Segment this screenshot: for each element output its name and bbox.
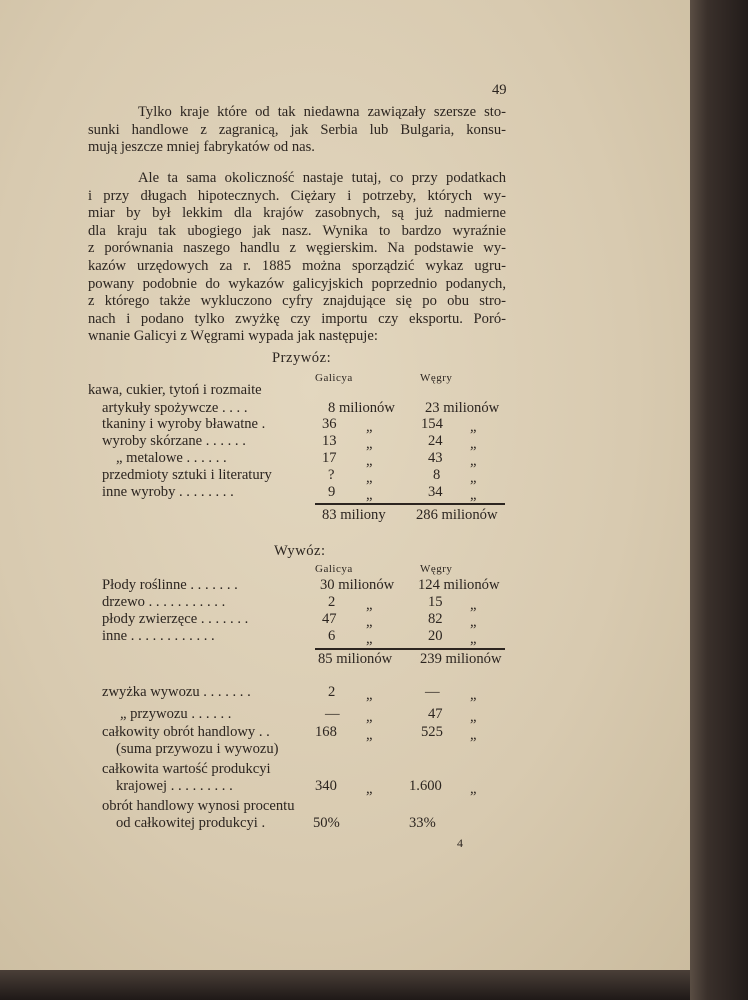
ditto-mark: „ [470, 781, 477, 797]
row-label: wyroby skórzane . . . . . . [102, 433, 246, 449]
export-heading: Wywóz: [274, 543, 326, 559]
cell-galicia: 50% [313, 815, 340, 831]
cell-hungary: 33% [409, 815, 436, 831]
text-line: z którego także wykluczono cyfry znajdujące się po obu stro- [88, 293, 506, 310]
export-total-galicia: 85 milionów [318, 651, 393, 667]
row-label: zwyżka wywozu . . . . . . . [102, 684, 251, 700]
cell-galicia: 8 milionów [328, 400, 395, 416]
ditto-mark: „ [366, 781, 373, 797]
text-line: sunki handlowe z zagranicą, jak Serbia lub Bulgaria, konsu- [88, 121, 506, 138]
text-line: miar by był lekkim dla krajów zasobnych, są już nadmierne [88, 205, 506, 222]
row-label: tkaniny i wyroby bławatne . [102, 416, 266, 432]
text-line: dla kraju tak ubogiego jak nasz. Wynika to bardzo wyraźnie [88, 222, 506, 239]
text-line: powany podobnie do wykazów galicyjskich poprzednio podanych, [88, 275, 506, 292]
cell-hungary: 124 milionów [418, 577, 500, 593]
cell-hungary: 34 [428, 484, 443, 500]
row-label: obrót handlowy wynosi procentu [102, 798, 295, 814]
import-col-galicia: Galicya [315, 372, 353, 384]
ditto-mark: „ [366, 709, 373, 725]
row-label: Płody roślinne . . . . . . . [102, 577, 238, 593]
cell-galicia: 9 [328, 484, 336, 500]
row-label: od całkowitej produkcyi . [116, 815, 266, 831]
text-line: i przy długach hipotecznych. Ciężary i potrzeby, których wy- [88, 187, 506, 204]
cell-galicia: 2 [328, 594, 336, 610]
text-line: Ale ta sama okoliczność nastaje tutaj, co przy podatkach [138, 170, 506, 186]
text-line: mują jeszcze mniej fabrykatów od nas. [88, 139, 315, 156]
ditto-mark: „ [366, 436, 373, 452]
ditto-mark: „ [470, 614, 477, 630]
cell-galicia: 168 [315, 724, 337, 740]
cell-galicia: 36 [322, 416, 337, 432]
cell-galicia: 2 [328, 684, 336, 700]
cell-galicia: 30 milionów [320, 577, 395, 593]
row-label: całkowity obrót handlowy . . [102, 724, 270, 740]
paragraph-2 [88, 170, 506, 346]
row-label: płody zwierzęce . . . . . . . [102, 611, 249, 627]
book-spine [690, 0, 748, 1000]
ditto-mark: „ [366, 727, 373, 743]
cell-hungary: 1.600 [409, 778, 442, 794]
import-col-hungary: Węgry [420, 372, 453, 384]
cell-hungary: 15 [428, 594, 443, 610]
ditto-mark: „ [470, 631, 477, 647]
cell-galicia: — [325, 706, 340, 722]
cell-hungary: 47 [428, 706, 443, 722]
ditto-mark: „ [470, 687, 477, 703]
ditto-mark: „ [470, 709, 477, 725]
ditto-mark: „ [470, 419, 477, 435]
ditto-mark: „ [366, 614, 373, 630]
export-col-galicia: Galicya [315, 563, 353, 575]
cell-galicia: 6 [328, 628, 336, 644]
row-label: „ przywozu . . . . . . [120, 706, 232, 722]
ditto-mark: „ [470, 727, 477, 743]
row-label: inne . . . . . . . . . . . . [102, 628, 215, 644]
cell-hungary: 82 [428, 611, 443, 627]
row-label: (suma przywozu i wywozu) [116, 741, 279, 757]
ditto-mark: „ [366, 687, 373, 703]
ditto-mark: „ [470, 487, 477, 503]
cell-hungary: 525 [421, 724, 443, 740]
cell-hungary: 23 milionów [425, 400, 500, 416]
total-rule [315, 648, 505, 650]
cell-hungary: 20 [428, 628, 443, 644]
page-bottom-edge [0, 970, 690, 1000]
text-line: nach i podano tylko zwyżkę czy importu czy eksportu. Poró- [88, 310, 506, 327]
row-label: kawa, cukier, tytoń i rozmaite [88, 382, 262, 398]
row-label: drzewo . . . . . . . . . . . [102, 594, 226, 610]
cell-galicia: 47 [322, 611, 337, 627]
paragraph-1 [88, 104, 506, 157]
ditto-mark: „ [366, 597, 373, 613]
cell-galicia: ? [328, 467, 335, 483]
export-total-hungary: 239 milionów [420, 651, 502, 667]
text-line: wnanie Galicyi z Węgrami wypada jak następuje: [88, 328, 378, 345]
ditto-mark: „ [470, 597, 477, 613]
text-line: kazów urzędowych za r. 1885 można sporządzić wykaz ugru- [88, 257, 506, 274]
row-label: artykuły spożywcze . . . . [102, 400, 248, 416]
ditto-mark: „ [470, 436, 477, 452]
ditto-mark: „ [366, 419, 373, 435]
ditto-mark: „ [470, 453, 477, 469]
cell-hungary: 154 [421, 416, 443, 432]
cell-galicia: 340 [315, 778, 337, 794]
cell-hungary: — [425, 684, 440, 700]
cell-hungary: 43 [428, 450, 443, 466]
import-total-hungary: 286 milionów [416, 507, 498, 523]
cell-hungary: 8 [433, 467, 441, 483]
total-rule [315, 503, 505, 505]
ditto-mark: „ [366, 453, 373, 469]
row-label: całkowita wartość produkcyi [102, 761, 271, 777]
cell-galicia: 13 [322, 433, 337, 449]
row-label: inne wyroby . . . . . . . . [102, 484, 234, 500]
text-line: Tylko kraje które od tak niedawna zawiązały szersze sto- [138, 104, 506, 120]
row-label: krajowej . . . . . . . . . [116, 778, 233, 794]
page-number: 49 [492, 82, 507, 98]
ditto-mark: „ [470, 470, 477, 486]
cell-hungary: 24 [428, 433, 443, 449]
signature-mark: 4 [457, 836, 463, 850]
cell-galicia: 17 [322, 450, 337, 466]
row-label: „ metalowe . . . . . . [116, 450, 227, 466]
row-label: przedmioty sztuki i literatury [102, 467, 272, 483]
ditto-mark: „ [366, 631, 373, 647]
export-col-hungary: Węgry [420, 563, 453, 575]
import-total-galicia: 83 miliony [322, 507, 386, 523]
text-line: z porównania naszego handlu z węgierskim. Na podstawie wy- [88, 240, 506, 257]
ditto-mark: „ [366, 487, 373, 503]
import-heading: Przywóz: [272, 350, 332, 366]
ditto-mark: „ [366, 470, 373, 486]
